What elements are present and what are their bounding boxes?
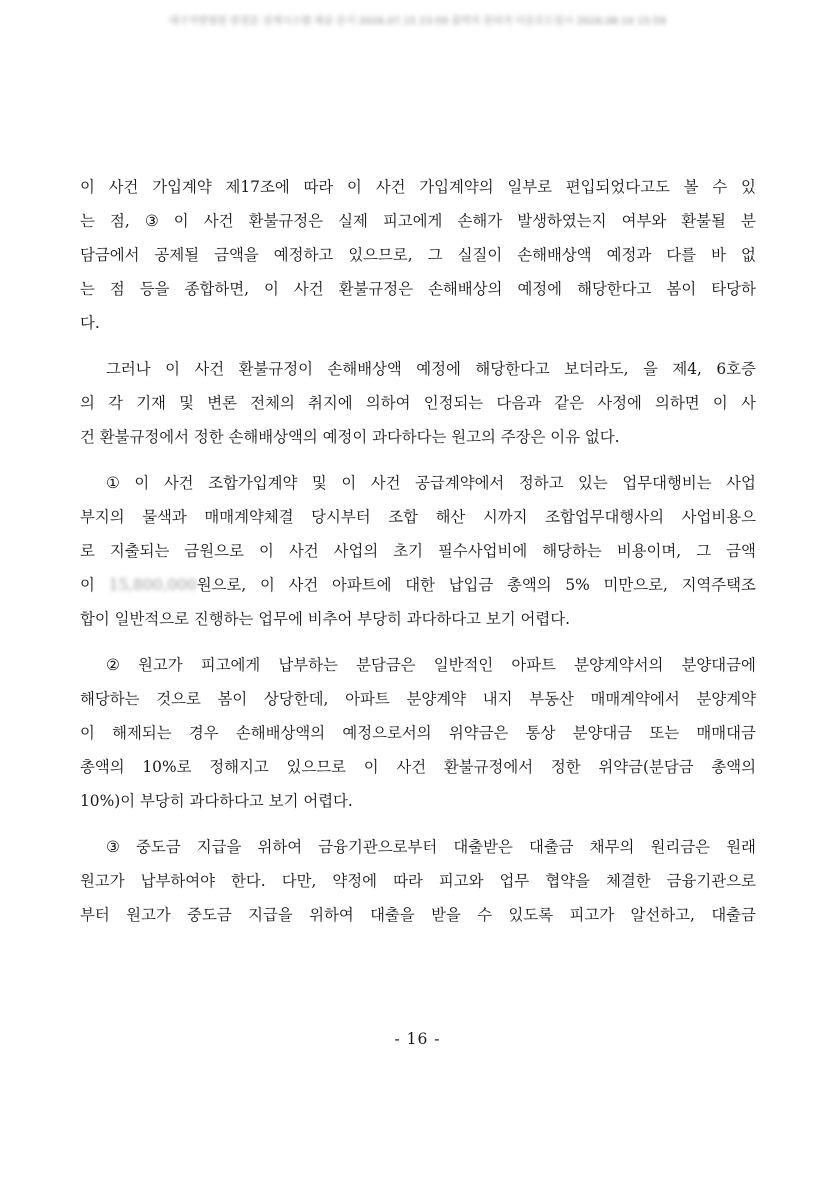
word: 다를: [666, 246, 697, 264]
word: 정해지고: [209, 758, 269, 776]
word: 사업의: [333, 542, 379, 560]
word: 타당하: [711, 280, 756, 298]
text-line: [80, 500, 756, 534]
paragraph: [80, 352, 756, 454]
word: 분양대금에: [681, 656, 756, 674]
word: 매매대금: [696, 724, 756, 742]
word: 다음과: [496, 394, 542, 412]
text-line: [80, 466, 756, 500]
word: 예정과: [606, 246, 652, 264]
text-line: 합이 일반적으로 진행하는 업무에 비추어 부당히 과다하다고 보기 어렵다.: [80, 610, 571, 628]
word: 이: [347, 178, 362, 196]
word: 사건: [396, 758, 427, 776]
text-line: [80, 386, 756, 420]
word: 해당한다고: [475, 360, 550, 378]
word: 예정에: [517, 280, 563, 298]
word: 부지의: [80, 508, 125, 526]
word: 환불규정이: [238, 360, 313, 378]
text-line: [80, 750, 756, 784]
word: 부동산: [529, 690, 574, 708]
word: 일반적인: [433, 656, 494, 674]
word: 위약금(분담금: [598, 758, 694, 776]
word: 이: [173, 212, 189, 230]
text-line: [80, 204, 756, 238]
word: 대출받은: [453, 838, 513, 856]
paragraph: [80, 830, 756, 932]
word: 발생하였는지: [517, 212, 607, 230]
text-line: [80, 352, 756, 386]
word: 10%로: [142, 758, 192, 776]
word: 지출되는: [109, 542, 170, 560]
word: 사건: [370, 474, 401, 492]
word: 이: [134, 474, 150, 492]
word: 해당한다고: [577, 280, 652, 298]
word: ①: [106, 474, 120, 492]
word: 피고가: [569, 906, 615, 924]
word: 예정에: [416, 360, 461, 378]
text-segment: 아파트에: [332, 576, 392, 594]
word: 원고가: [137, 656, 183, 674]
word: 위하여: [257, 838, 303, 856]
word: 인정되는: [423, 394, 484, 412]
word: 의하여: [365, 394, 411, 412]
text-segment: 총액의: [507, 576, 552, 594]
word: 이: [80, 724, 95, 742]
word: 실질이: [457, 246, 503, 264]
word: 제17조에: [225, 178, 290, 196]
text-segment: 지역주택조: [681, 576, 756, 594]
word: 금원으로: [184, 542, 244, 560]
word: 조합: [388, 508, 418, 526]
text-line: 10%)이 부당히 과다하다고 보기 어렵다.: [80, 792, 353, 810]
word: 해당하는: [80, 690, 140, 708]
text-segment: 사건: [288, 576, 319, 594]
word: 납부하여야: [140, 872, 215, 890]
word: 이: [363, 758, 379, 776]
word: 바: [711, 246, 726, 264]
word: 보더라도,: [564, 360, 629, 378]
word: 는: [80, 280, 95, 298]
text-line: [80, 830, 756, 864]
text-line: [80, 238, 756, 272]
word: 여부와: [621, 212, 667, 230]
word: 따라: [393, 872, 423, 890]
word: 실제: [338, 212, 368, 230]
word: 통상: [525, 724, 556, 742]
word: 손해가: [457, 212, 503, 230]
word: 금융기관으로: [666, 872, 756, 890]
word: 정하고: [518, 474, 564, 492]
word: 봄이: [217, 690, 248, 708]
word: 있으므로: [286, 758, 346, 776]
word: 금액: [726, 542, 756, 560]
word: 이: [80, 178, 95, 196]
word: 또는: [649, 724, 680, 742]
text-line-with-redaction: [80, 568, 756, 602]
word: 손해배상액: [327, 360, 402, 378]
word: 중도금: [187, 906, 232, 924]
text-segment: 미만으로,: [603, 576, 668, 594]
word: 당시부터: [311, 508, 371, 526]
word: 경우: [188, 724, 219, 742]
word: 그러나: [106, 360, 151, 378]
word: 볼: [683, 178, 699, 196]
word: 업무대행비는: [622, 474, 712, 492]
word: 등을: [139, 280, 170, 298]
word: 초기: [393, 542, 424, 560]
word: 분담금은: [356, 656, 416, 674]
word: 수: [477, 906, 493, 924]
word: 납부하는: [278, 656, 338, 674]
word: 환불규정에서: [443, 758, 534, 776]
word: 중도금: [135, 838, 181, 856]
word: 분: [741, 212, 756, 230]
text-line: [80, 716, 756, 750]
word: 종합하면,: [184, 280, 249, 298]
text-line: [80, 682, 756, 716]
paragraph: [80, 466, 756, 636]
word: 총액의: [80, 758, 125, 776]
word: 가입계약: [152, 178, 212, 196]
word: 사정에: [597, 394, 642, 412]
word: 사건: [203, 212, 234, 230]
word: 원고가: [80, 872, 125, 890]
word: 위하여: [309, 906, 354, 924]
word: 사건: [288, 542, 319, 560]
word: 이: [264, 280, 279, 298]
word: 지급을: [248, 906, 293, 924]
word: 이: [341, 474, 357, 492]
word: 사업: [726, 474, 756, 492]
word: 피고에게: [200, 656, 261, 674]
text-line: [80, 898, 756, 932]
word: 총액의: [711, 758, 756, 776]
word: 협약을: [545, 872, 590, 890]
word: 위약금은: [448, 724, 509, 742]
word: 아파트: [345, 690, 390, 708]
word: 원리금은: [650, 838, 711, 856]
word: 부터: [80, 906, 110, 924]
word: 정한: [550, 758, 581, 776]
word: 사건: [163, 474, 194, 492]
word: 이: [165, 360, 180, 378]
text-line: [80, 864, 756, 898]
paragraph: [80, 170, 756, 340]
word: ②: [106, 656, 120, 674]
word: 가입계약의: [419, 178, 494, 196]
word: 사업비용으: [681, 508, 756, 526]
word: 일부로: [507, 178, 552, 196]
word: 시까지: [482, 508, 528, 526]
word: 기재: [136, 394, 166, 412]
word: 있: [741, 178, 756, 196]
redacted-amount: 15,800,000: [108, 576, 197, 594]
word: 해당하는: [542, 542, 602, 560]
word: 있는: [578, 474, 608, 492]
word: 편입되었다고도: [565, 178, 670, 196]
word: 예정하고: [273, 246, 334, 264]
word: 따라: [303, 178, 334, 196]
word: 다만,: [281, 872, 317, 890]
text-line: [80, 170, 756, 204]
word: 피고와: [438, 872, 484, 890]
word: 환불규정은: [338, 280, 414, 298]
word: 피고에게: [382, 212, 443, 230]
header-watermark: 대구지방법원 판결문 검색시스템 제공 문서 2026.07.15 23:59 출력자 관리자 다운로드일시 2026.08.10 15:59: [169, 16, 666, 27]
word: 사건: [375, 178, 406, 196]
text-segment: 납입금: [448, 576, 494, 594]
word: 및: [179, 394, 195, 412]
word: 사건: [108, 178, 139, 196]
page-number: - 16 -: [394, 1030, 441, 1048]
word: 그: [696, 542, 712, 560]
word: 약정에: [332, 872, 378, 890]
word: 의: [80, 394, 95, 412]
word: 해산: [435, 508, 466, 526]
word: 로: [80, 542, 95, 560]
word: 원고가: [126, 906, 171, 924]
word: 전체의: [250, 394, 295, 412]
word: 그: [427, 246, 443, 264]
word: 필수사업비에: [438, 542, 528, 560]
word: 매매계약체결: [204, 508, 294, 526]
word: 수: [712, 178, 728, 196]
text-line: [80, 648, 756, 682]
word: 점,: [109, 212, 130, 230]
word: 것으로: [156, 690, 201, 708]
text-line: 다.: [80, 314, 100, 332]
word: 봄이: [666, 280, 697, 298]
word: 내지: [482, 690, 513, 708]
text-line: [80, 272, 756, 306]
word: 손해배상액: [517, 246, 592, 264]
text-line: [80, 534, 756, 568]
word: 이: [712, 394, 728, 412]
word: 알선하고,: [630, 906, 695, 924]
word: 상당한데,: [264, 690, 329, 708]
word: 환불될: [681, 212, 726, 230]
word: 체결한: [605, 872, 651, 890]
word: 사건: [194, 360, 225, 378]
word: 공제될: [154, 246, 200, 264]
word: 을: [643, 360, 658, 378]
word: 사건: [293, 280, 324, 298]
word: 분양계약: [406, 690, 466, 708]
word: 지급을: [196, 838, 242, 856]
word: 이: [258, 542, 274, 560]
word: 는: [80, 212, 95, 230]
word: 대출금: [711, 906, 756, 924]
word: ③: [144, 212, 159, 230]
word: 있으므로,: [348, 246, 413, 264]
word: 취지에: [308, 394, 353, 412]
word: 제4,: [672, 360, 702, 378]
word: 채무의: [589, 838, 635, 856]
text-segment: 5%: [565, 576, 590, 594]
word: 금액을: [214, 246, 259, 264]
word: ③: [106, 838, 120, 856]
word: 매매계약에서: [590, 690, 680, 708]
word: 담금에서: [80, 246, 140, 264]
word: 물색과: [142, 508, 187, 526]
word: 해제되는: [112, 724, 172, 742]
word: 사: [740, 394, 756, 412]
word: 있도록: [508, 906, 554, 924]
word: 조합업무대행사의: [545, 508, 665, 526]
word: 원래: [726, 838, 756, 856]
word: 대출을: [370, 906, 415, 924]
word: 금융기관으로부터: [318, 838, 438, 856]
paragraph: [80, 648, 756, 818]
word: 변론: [207, 394, 237, 412]
text-line: 건 환불규정에서 정한 손해배상액의 예정이 과다하다는 원고의 주장은 이유 없다.: [80, 428, 620, 446]
word: 조합가입계약: [208, 474, 298, 492]
text-segment: 이: [259, 576, 275, 594]
word: 공급계약에서: [415, 474, 505, 492]
word: 6호증: [716, 360, 756, 378]
document-body: [80, 170, 756, 932]
word: 아파트: [511, 656, 556, 674]
word: 한다.: [231, 872, 266, 890]
word: 각: [108, 394, 123, 412]
word: 분양계약서의: [574, 656, 664, 674]
word: 같은: [554, 394, 584, 412]
word: 의하면: [655, 394, 700, 412]
word: 손해배상의: [428, 280, 503, 298]
word: 없: [740, 246, 756, 264]
word: 분양대금: [572, 724, 633, 742]
word: 예정으로서의: [342, 724, 432, 742]
word: 손해배상액의: [235, 724, 326, 742]
word: 환불규정은: [248, 212, 323, 230]
word: 받을: [431, 906, 461, 924]
text-segment: 15,800,000원으로,: [109, 568, 247, 602]
text-segment: 이: [80, 576, 95, 594]
word: 점: [109, 280, 125, 298]
word: 대출금: [529, 838, 574, 856]
word: 업무: [499, 872, 530, 890]
text-segment: 대한: [405, 576, 435, 594]
word: 비용이며,: [616, 542, 682, 560]
word: 분양계약: [696, 690, 756, 708]
word: 및: [311, 474, 327, 492]
